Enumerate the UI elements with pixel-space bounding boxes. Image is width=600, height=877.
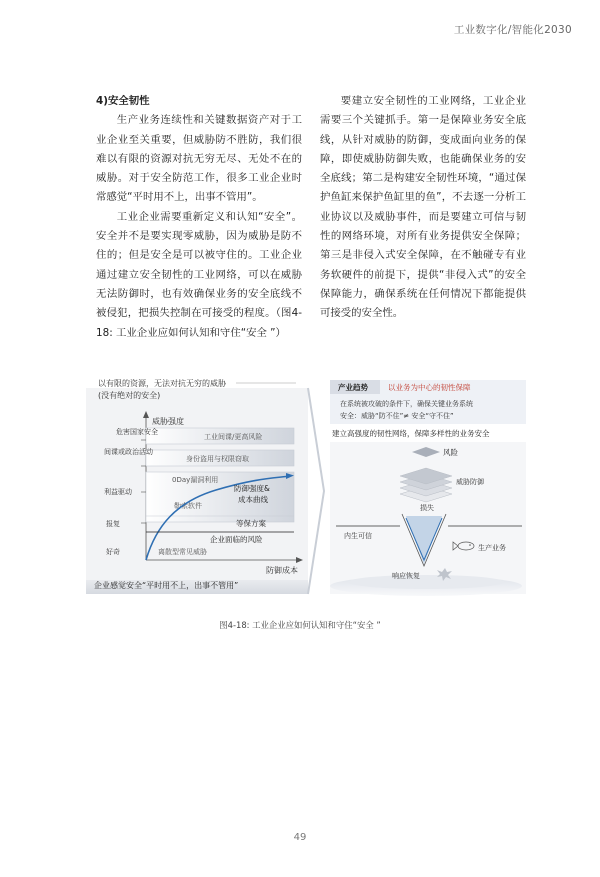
left-column (96, 92, 302, 343)
loss-label: 损失 (420, 504, 434, 512)
right-subtitle: 建立高强度的韧性网络，保障多样性的业务安全 (332, 429, 490, 438)
right-column (320, 92, 526, 324)
right-paragraph-1: 要建立安全韧性的工业网络，工业企业需要三个关键抓手。第一是保障业务安全底线，从针对威胁的防御，变成面向业务的保障，即使威胁防御失败，也能确保业务的安全底线；第二是构建安全韧性环境，“通过保护鱼缸来保护鱼缸里的鱼”，不去逐一分析工业协议以及威胁事件，而是要建立可信与韧性的网络环境，对所有业务提供安全保障；第三是非侵入式安全保障，在不触碰专有业务软硬件的前提下，提供“非侵入式”的安全保障能力，确保系统在任何情况下都能提供可接受的安全性。 (320, 95, 526, 320)
x-axis-label: 防御成本 (266, 566, 298, 575)
curve-label-line2: 成本曲线 (238, 495, 268, 504)
trend-title: 以业务为中心的韧性保障 (388, 383, 471, 392)
risk-text: 风险 (443, 448, 458, 457)
response-label: 响应恢复 (392, 572, 420, 580)
section-title: 4)安全韧性 (96, 95, 150, 107)
trend-desc-line2: 安全：威胁“防不住”≠ 安全“守不住” (340, 412, 454, 420)
threat-defense-label: 威胁防御 (456, 478, 484, 486)
production-label: 生产业务 (478, 544, 506, 552)
level-5-label: 好奇 (106, 548, 120, 556)
curve-label-line1: 防御强度& (234, 484, 270, 493)
level-3-label: 利益驱动 (104, 488, 132, 496)
band-label-1: 工业间谍/更高风险 (204, 433, 263, 441)
band-label-5: 离散型常见威胁 (158, 548, 207, 556)
level-1-label (116, 427, 158, 436)
level-4-label: 报复 (106, 520, 120, 528)
level-2-label: 间谍或政治活动 (104, 448, 153, 456)
top-note-line2: (没有绝对的安全) (98, 391, 161, 400)
left-paragraph-1: 生产业务连续性和关键数据资产对于工业企业至关重要，但威胁防不胜防，我们很难以有限的资源对抗无穷无尽、无处不在的威胁。对于安全防范工作，很多工业企业时常感觉“平时用不上，出事不管用”。 (96, 114, 302, 204)
risk-label: 企业面临的风险 (210, 535, 263, 544)
band-label-3: 0Day漏洞利用 (172, 476, 219, 484)
figure-caption: 图4-18: 工业企业应如何认知和守住“安全 ” (219, 620, 381, 630)
y-axis-label: 威胁强度 (152, 417, 184, 426)
ring-2 (348, 575, 504, 589)
trend-desc-line1: 在系统被攻破的条件下，确保关键业务系统 (340, 400, 473, 408)
level-1-text: 危害国家安全 (116, 428, 158, 436)
running-header: 工业数字化/智能化2030 (453, 24, 572, 36)
top-note-line1: 以有限的资源，无法对抗无穷的威胁 (98, 379, 226, 388)
protection-label: 等保方案 (236, 519, 266, 528)
trend-tag: 产业趋势 (338, 383, 368, 392)
figure-4-18 (86, 376, 526, 604)
figure-svg (86, 376, 526, 604)
left-paragraph-2: 工业企业需要重新定义和认知“安全”。安全并不是要实现零威胁，因为威胁是防不住的；但是安全是可以被守住的。工业企业通过建立安全韧性的工业网络，可以在威胁无法防御时，也有效确保业务的安全底线不被侵犯，把损失控制在可接受的程度。（图4-18: 工业企业应如何认知和守住“安全 ”） (96, 210, 302, 339)
page-number: 49 (293, 832, 307, 843)
band-label-2: 身份盗用与权限窃取 (186, 455, 249, 463)
bottom-note: 企业感觉安全“平时用不上，出事不管用” (94, 581, 239, 590)
band-label-4: 勒索软件 (174, 502, 202, 510)
connector-chevron (308, 388, 324, 594)
endogenous-label: 内生可信 (344, 532, 372, 540)
band-box-3 (146, 472, 294, 522)
